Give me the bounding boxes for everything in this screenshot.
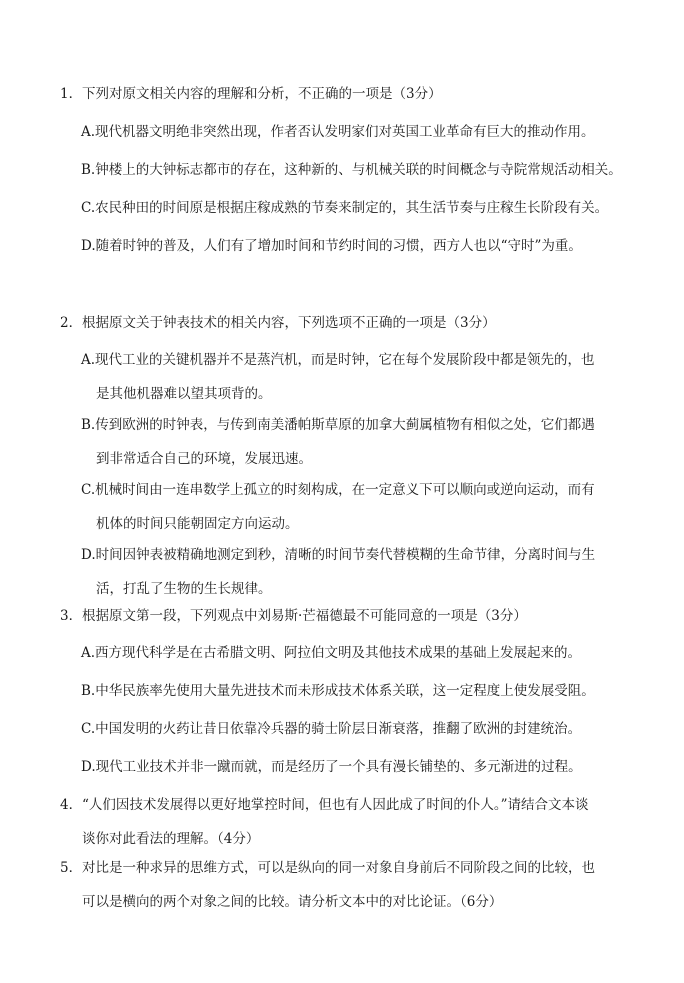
q2-option-d: [81, 538, 616, 606]
question-number: 1．: [60, 86, 83, 102]
q1-option-b: B.钟楼上的大钟标志都市的存在，这种新的、与机械关联的时间概念与寺院常规活动相关。: [81, 162, 622, 178]
q3-option-c: C.中国发明的火药让昔日依靠冷兵器的骑士阶层日渐衰落，推翻了欧洲的封建统治。: [81, 721, 582, 737]
option-line-1: A.现代工业的关键机器并不是蒸汽机，而是时钟，它在每个发展阶段中都是领先的，也: [81, 352, 595, 368]
option-line-2: 活，打乱了生物的生长规律。: [96, 581, 272, 597]
question-line-2: 谈你对此看法的理解。（4分）: [82, 831, 260, 847]
question-line-2: 可以是横向的两个对象之间的比较。请分析文本中的对比论证。（6分）: [82, 894, 503, 910]
question-line-1: 对比是一种求异的思维方式，可以是纵向的同一对象自身前后不同阶段之间的比较，也: [82, 860, 595, 876]
question-3-stem: [60, 606, 527, 626]
question-line-1: “人们因技术发展得以更好地掌控时间，但也有人因此成了时间的仆人。”请结合文本谈: [82, 797, 589, 813]
question-1-stem: [60, 84, 442, 104]
question-4: [60, 788, 616, 856]
question-5: [60, 851, 616, 919]
question-number: 3．: [60, 608, 83, 624]
question-text: 根据原文关于钟表技术的相关内容，下列选项不正确的一项是（3分）: [82, 315, 496, 331]
q1-option-a: A.现代机器文明绝非突然出现，作者否认发明家们对英国工业革命有巨大的推动作用。: [81, 124, 595, 140]
option-line-2: 到非常适合自己的环境，发展迅速。: [96, 451, 312, 467]
question-2-stem: [60, 313, 496, 333]
option-line-2: 是其他机器难以望其项背的。: [96, 386, 272, 402]
q3-option-b: B.中华民族率先使用大量先进技术而未形成技术体系关联，这一定程度上使发展受阻。: [81, 683, 595, 699]
question-text: 下列对原文相关内容的理解和分析，不正确的一项是（3分）: [82, 86, 442, 102]
option-line-1: B.传到欧洲的时钟表，与传到南美潘帕斯草原的加拿大蓟属植物有相似之处，它们都遇: [81, 417, 595, 433]
option-line-2: 机体的时间只能朝固定方向运动。: [96, 516, 299, 532]
q3-option-a: A.西方现代科学是在古希腊文明、阿拉伯文明及其他技术成果的基础上发展起来的。: [81, 645, 582, 661]
question-number: 2．: [60, 315, 83, 331]
option-line-1: D.时间因钟表被精确地测定到秒，清晰的时间节奏代替模糊的生命节律，分离时间与生: [81, 547, 596, 563]
q3-option-d: D.现代工业技术并非一蹴而就，而是经历了一个具有漫长铺垫的、多元渐进的过程。: [81, 759, 582, 775]
q2-option-a: [81, 343, 616, 411]
question-text: 根据原文第一段，下列观点中刘易斯·芒福德最不可能同意的一项是（3分）: [82, 608, 527, 624]
q1-option-d: D.随着时钟的普及，人们有了增加时间和节约时间的习惯，西方人也以“守时”为重。: [81, 238, 582, 254]
option-line-1: C.机械时间由一连串数学上孤立的时刻构成，在一定意义下可以顺向或逆向运动，而有: [81, 482, 595, 498]
question-number: 4．: [60, 797, 83, 813]
q1-option-c: C.农民种田的时间原是根据庄稼成熟的节奏来制定的，其生活节奏与庄稼生长阶段有关。: [81, 200, 609, 216]
q2-option-b: [81, 408, 616, 476]
question-number: 5．: [60, 860, 83, 876]
q2-option-c: [81, 473, 616, 541]
